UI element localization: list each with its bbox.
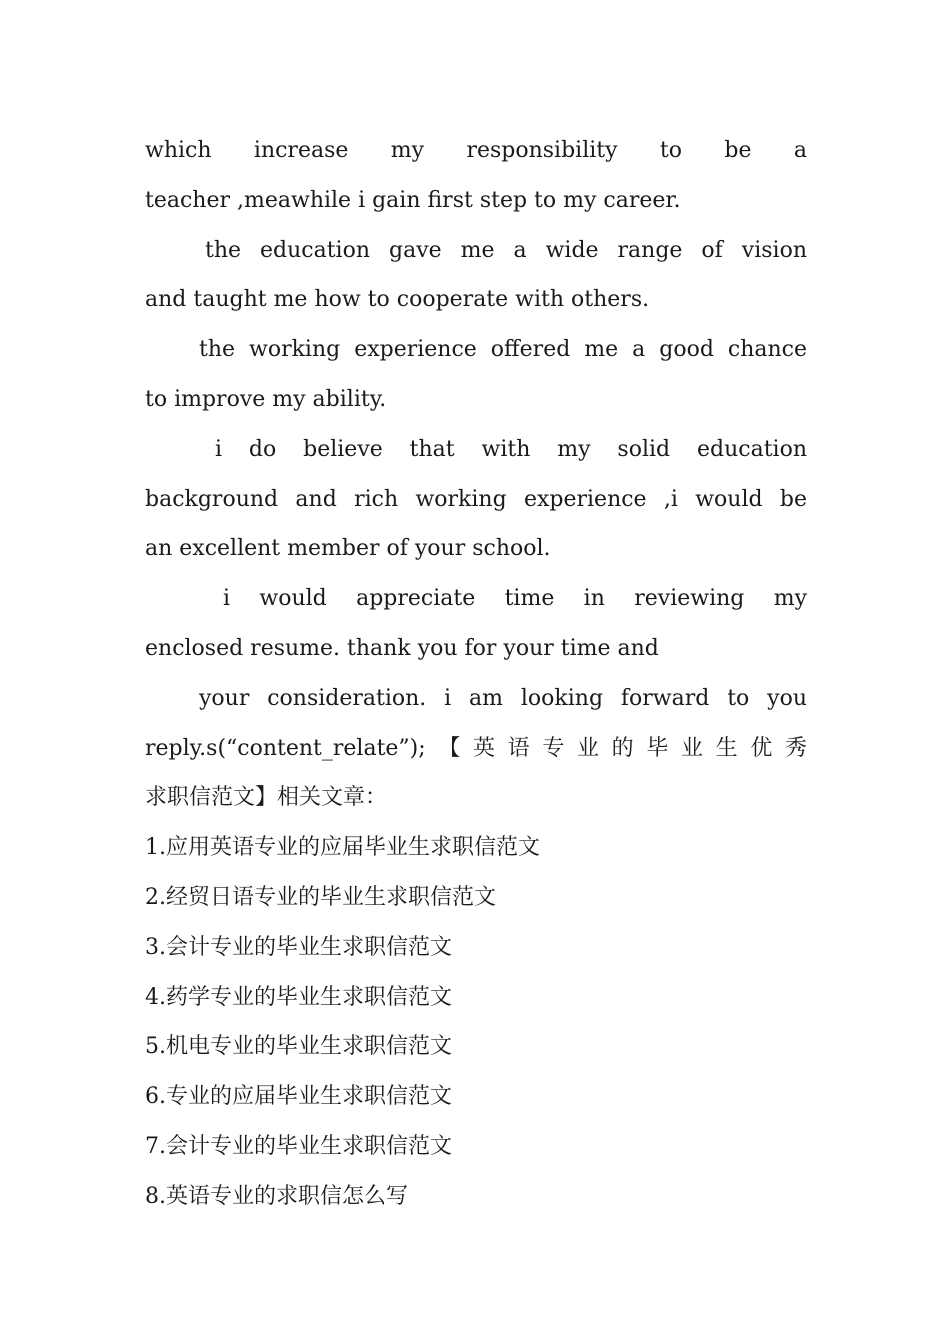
body-line: which increase my responsibility to be a [145, 138, 807, 163]
body-line: 求职信范文】相关文章： [145, 785, 388, 811]
body-line: and taught me how to cooperate with others. [145, 287, 650, 313]
related-article-link[interactable]: 8.英语专业的求职信怎么写 [145, 1183, 408, 1209]
body-line: enclosed resume. thank you for your time and [145, 635, 659, 661]
related-article-link[interactable]: 5.机电专业的毕业生求职信范文 [145, 1034, 452, 1060]
body-line: teacher ,meawhile i gain first step to my career. [145, 187, 681, 213]
body-line: to improve my ability. [145, 386, 387, 412]
body-line: i would appreciate time in reviewing my [223, 586, 807, 612]
related-article-link[interactable]: 1.应用英语专业的应届毕业生求职信范文 [145, 835, 540, 861]
related-article-link[interactable]: 2.经贸日语专业的毕业生求职信范文 [145, 884, 496, 910]
body-line: the education gave me a wide range of vision [205, 237, 807, 263]
body-line: the working experience offered me a good chance [199, 337, 807, 363]
related-article-link[interactable]: 3.会计专业的毕业生求职信范文 [145, 934, 452, 960]
document-page [145, 126, 807, 1222]
body-line: reply.s(“content_relate”);【英语专业的毕业生优秀 [145, 735, 807, 761]
body-line: an excellent member of your school. [145, 536, 551, 562]
related-article-link[interactable]: 6.专业的应届毕业生求职信范文 [145, 1084, 452, 1110]
body-line: your consideration. i am looking forward to you [199, 685, 807, 711]
letter-body [145, 126, 807, 823]
related-article-link[interactable]: 7.会计专业的毕业生求职信范文 [145, 1133, 452, 1159]
body-line: i do believe that with my solid education [215, 436, 807, 462]
related-article-link[interactable]: 4.药学专业的毕业生求职信范文 [145, 984, 452, 1010]
body-line: background and rich working experience ,i would be [145, 486, 807, 512]
related-articles-list [145, 823, 807, 1221]
